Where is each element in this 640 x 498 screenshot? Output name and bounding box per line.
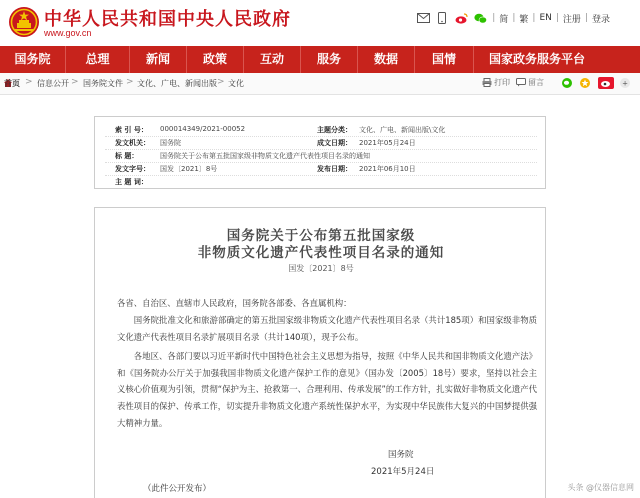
topic-label: 主题分类： bbox=[317, 126, 352, 134]
print-button[interactable]: 打印 bbox=[482, 77, 510, 88]
paragraph-1: 国务院批准文化和旅游部确定的第五批国家级非物质文化遗产代表性项目名录（共计185项）和国家级非物质文化遗产代表性项目名录扩展项目名录（共计140项），现予公布。 bbox=[117, 315, 537, 342]
salutation: 各省、自治区、直辖市人民政府，国务院各部委、各直属机构： bbox=[117, 298, 352, 308]
issuer-label: 发文机关： bbox=[115, 139, 150, 147]
meta-row-title bbox=[95, 151, 545, 162]
doc-no-value: 国发〔2021〕8号 bbox=[160, 165, 218, 173]
nav-item-policy[interactable]: 政策 bbox=[187, 46, 244, 73]
issuer-value: 国务院 bbox=[160, 139, 181, 147]
document-title-line2: 非物质文化遗产代表性项目名录的通知 bbox=[197, 245, 445, 261]
publish-date-value: 2021年06月10日 bbox=[359, 165, 416, 173]
wechat-share-icon[interactable] bbox=[562, 78, 572, 88]
lang-english[interactable]: EN bbox=[539, 13, 552, 23]
header-tools: | 简 | 繁 | EN | 注册 | 登录 bbox=[415, 10, 610, 26]
comment-icon bbox=[516, 78, 526, 87]
nav-item-service-platform[interactable]: 国家政务服务平台 bbox=[488, 52, 585, 66]
meta-row-subject bbox=[95, 177, 545, 188]
comment-button[interactable]: 留言 bbox=[516, 77, 544, 88]
nav-item-national-info[interactable]: 国情 bbox=[415, 46, 474, 73]
document-meta-table bbox=[94, 116, 546, 189]
share-buttons bbox=[562, 77, 630, 89]
svg-text:+: + bbox=[622, 79, 628, 88]
nav-item-state-council[interactable]: 国务院 bbox=[0, 46, 66, 73]
weibo-share-icon[interactable] bbox=[598, 77, 614, 89]
nav-item-news[interactable]: 新闻 bbox=[130, 46, 187, 73]
site-url[interactable]: www.gov.cn bbox=[44, 28, 92, 38]
breadcrumb-info-disclosure[interactable]: 信息公开 bbox=[37, 79, 69, 88]
publish-date-label: 发布日期： bbox=[317, 165, 352, 173]
breadcrumb-culture[interactable]: 文化 bbox=[228, 79, 244, 88]
doc-no-label: 发文字号： bbox=[115, 165, 150, 173]
more-share-icon[interactable] bbox=[620, 78, 630, 88]
index-value: 000014349/2021-00052 bbox=[160, 125, 246, 133]
nav-item-service[interactable]: 服务 bbox=[301, 46, 358, 73]
breadcrumb-culture-media[interactable]: 文化、广电、新闻出版 bbox=[137, 79, 217, 88]
breadcrumb: 首页 > 信息公开 > 国务院文件 > 文化、广电、新闻出版 > 文化 打印 留言 + bbox=[0, 73, 640, 95]
title-label: 标 题： bbox=[115, 152, 139, 160]
main-nav bbox=[0, 46, 640, 73]
site-header bbox=[0, 0, 640, 46]
register-link[interactable]: 注册 bbox=[562, 14, 581, 25]
nav-item-data[interactable]: 数据 bbox=[358, 46, 415, 73]
mail-icon[interactable] bbox=[415, 10, 431, 26]
title-value: 国务院关于公布第五批国家级非物质文化遗产代表性项目名录的通知 bbox=[160, 152, 370, 160]
nav-item-premier[interactable]: 总理 bbox=[66, 46, 130, 73]
lang-traditional[interactable]: 繁 bbox=[519, 14, 529, 25]
breadcrumb-home[interactable]: 首页 bbox=[4, 79, 20, 88]
meta-row-index bbox=[95, 125, 545, 136]
paragraph-2: 各地区、各部门要以习近平新时代中国特色社会主义思想为指导，按照《中华人民共和国非物质文化遗产法》和《国务院办公厅关于加强我国非物质文化遗产保护工作的意见》（国办发〔2005〕18号）要求，坚持以社会主义核心价值观为引领，贯彻“保护为主、抢救第一、合理利用、传承发展”的工作方针，扎实做好非物质文化遗产代表性项目的保护、传承工作，切实提升非物质文化遗产系统性保护水平，为实现中华民族伟大复兴的中国梦提供强大精神力量。 bbox=[117, 351, 537, 428]
document-body bbox=[94, 207, 546, 498]
weibo-icon[interactable] bbox=[453, 10, 469, 26]
publication-note: （此件公开发布） bbox=[143, 484, 212, 494]
subject-label: 主 题 词： bbox=[115, 178, 148, 186]
print-icon bbox=[482, 78, 492, 87]
national-emblem-icon[interactable] bbox=[8, 6, 40, 38]
date-written-value: 2021年05月24日 bbox=[359, 139, 416, 147]
signatory: 国务院 bbox=[388, 450, 414, 460]
login-link[interactable]: 登录 bbox=[591, 14, 610, 25]
document-number: 国发〔2021〕8号 bbox=[288, 264, 354, 273]
meta-row-doc-no bbox=[95, 164, 545, 175]
wechat-icon[interactable] bbox=[472, 10, 488, 26]
mobile-icon[interactable] bbox=[434, 10, 450, 26]
sign-date: 2021年5月24日 bbox=[371, 467, 435, 477]
index-label: 索 引 号： bbox=[115, 126, 148, 134]
qzone-share-icon[interactable] bbox=[580, 78, 590, 88]
document-title-line1: 国务院关于公布第五批国家级 bbox=[226, 228, 416, 244]
site-title[interactable]: 中华人民共和国中央人民政府 bbox=[44, 9, 291, 30]
watermark: 头条 @仪器信息网 bbox=[567, 483, 634, 492]
topic-value: 文化、广电、新闻出版\文化 bbox=[359, 126, 446, 134]
nav-item-interaction[interactable]: 互动 bbox=[244, 46, 301, 73]
lang-simplified[interactable]: 简 bbox=[499, 14, 509, 25]
date-written-label: 成文日期： bbox=[317, 139, 352, 147]
meta-row-issuer bbox=[95, 138, 545, 149]
breadcrumb-state-council-docs[interactable]: 国务院文件 bbox=[83, 79, 123, 88]
